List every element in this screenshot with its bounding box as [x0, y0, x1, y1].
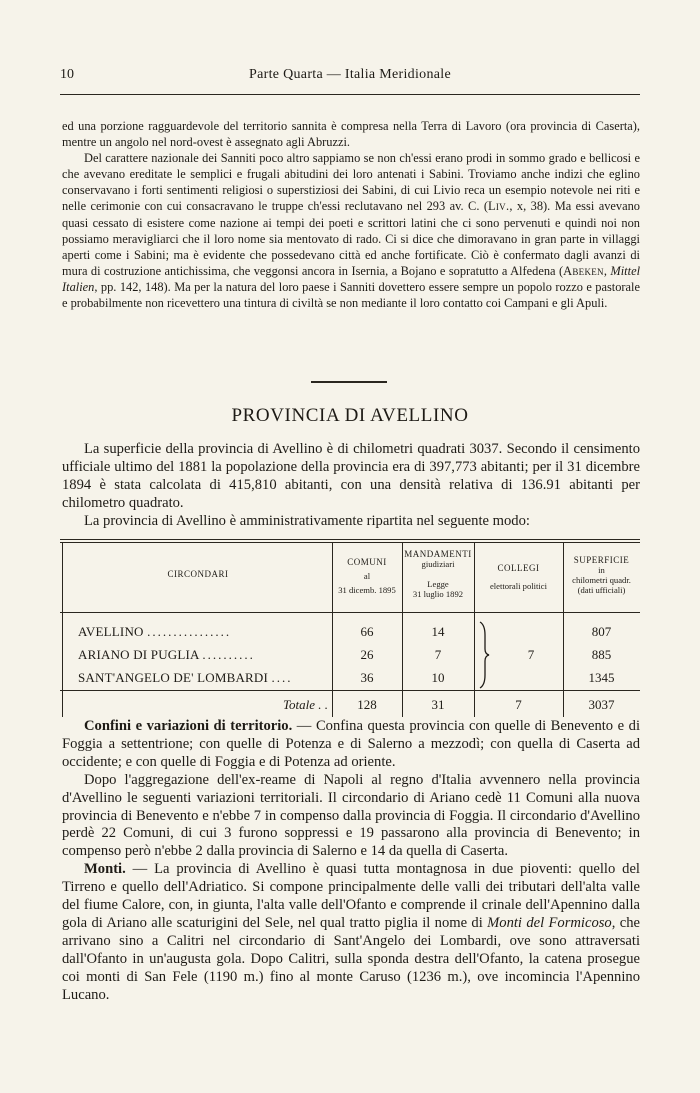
- monti-formicoso: Monti del Formicoso: [487, 914, 612, 931]
- monti-heading: Monti.: [84, 861, 126, 878]
- header-collegi: COLLEGI elettorali politici: [489, 563, 548, 591]
- aggregazione-paragraph: Dopo l'aggregazione dell'ex-reame di Napoli al regno d'Italia avvennero nella provincia d'Avellino le seguenti variazioni territoriali. Il circondario di Ariano cedè 11 Comuni alla nuova provincia di Benevento e n'ebbe 7 in compenso dalla provincia di Foggia. Il circondario d'Avellino perdè 22 Comuni, di cui 3 furono soppressi e 19 passarono alla provincia di Benevento; in compenso però n'ebbe 2 dalla provincia di Salerno e 14 da quella di Caserta.: [62, 771, 640, 860]
- sanniti-paragraph-1: ed una porzione ragguardevole del territorio sannita è compresa nella Terra di Lavoro (ora provincia di Caserta), mentre un angolo nel nord-ovest è assegnato agli Abruzzi.: [62, 119, 640, 150]
- header-circondari: CIRCONDARI: [167, 569, 229, 579]
- total-superficie: 3037: [588, 697, 615, 712]
- running-title: Parte Quarta — Italia Meridionale: [249, 67, 451, 82]
- grouping-brace: [478, 621, 490, 689]
- superficie-paragraph: La superficie della provincia di Avellino è di chilometri quadrati 3037. Secondo il censimento ufficiale ultimo del 1881 la popolazione della provincia era di 397,773 abitanti; per il 31 dicembre 1894 è stata calcolata di 415,810 abitanti, con una densità relativa di 136.91 abitanti per chilometro quadrato.: [62, 441, 640, 511]
- superficie-value: 885: [591, 647, 612, 662]
- superficie-value: 1345: [588, 670, 615, 685]
- comuni-value: 26: [360, 647, 374, 662]
- circondari-table: [60, 539, 640, 717]
- total-collegi: 7: [515, 697, 522, 712]
- sanniti-paragraph-2: Del carattere nazionale dei Sanniti poco altro sappiamo se non ch'essi erano prodi in sommo grado e bellicosi e che avevano ereditate le semplici e frugali abitudini dei loro antenati i Sabini. Troviamo anche indizi che eglino conservavano i forti sentimenti religiosi o superstiziosi dei Sabini, di cui Livio reca un esempio notevole nei riti e nelle cerimonie con cui consacravano le truppe ch'essi reclutavano nel 293 av. C. (Liv., x, 38). Ma essi avevano quasi cessato di esistere come nazione ai tempi dei poeti e scrittori latini che ci sono pervenuti e quindi noi non possiamo meravigliarci che il loro nome sia mentovato di rado. Ci si dice che dimoravano in gran parte in villaggi aperti come i Sabini; ma è evidente che possedevano città ed anche fortificate. Ciò è confermato dagli avanzi di mura di costruzione antichissima, che veggonsi ancora in Isernia, a Bojano e sopratutto a Alfedena (Abeken, Mittel Italien, pp. 142, 148). Ma per la natura del loro paese i Sanniti dovettero essere sempre un popolo rozzo e pastorale e probabilmente non ricevettero una tintura di civiltà se non mediante il loro contatto coi Campani e gli Apuli.: [62, 151, 641, 311]
- comuni-value: 36: [360, 670, 374, 685]
- table-header-rule: [60, 612, 640, 613]
- table-row: ARIANO DI PUGLIA .......... 26 7 885: [60, 644, 640, 665]
- superficie-value: 807: [591, 624, 612, 639]
- mandamenti-value: 7: [434, 647, 442, 662]
- page-number: 10: [60, 67, 74, 82]
- citation-work: Mittel Italien: [62, 263, 641, 294]
- table-total-rule: [60, 690, 640, 691]
- confini-paragraph: Confini e variazioni di territorio. — Confina questa provincia con quelle di Benevento e di Foggia a settentrione; con quelle di Potenza e di Salerno a mezzodì; con quella di Caserta ad occidente; e con quelle di Foggia e di Potenza ad oriente.: [62, 718, 641, 770]
- table-row: SANT'ANGELO DE' LOMBARDI .... 36 10 1345: [60, 667, 640, 688]
- confini-heading: Confini e variazioni di territorio.: [84, 718, 293, 734]
- header-mandamenti: MANDAMENTI giudiziari Legge 31 luglio 1892: [404, 549, 472, 599]
- table-total-row: [60, 694, 640, 715]
- circondario-name: ARIANO DI PUGLIA: [78, 647, 199, 662]
- header-superficie: SUPERFICIE in chilometri quadr. (dati ufficiali): [572, 555, 631, 595]
- avellino-intro: [62, 441, 640, 531]
- sanniti-small-text: [62, 118, 640, 311]
- comuni-value: 66: [360, 624, 374, 639]
- table-top-rule-inner: [60, 542, 640, 543]
- avellino-body: [62, 718, 640, 1005]
- ripartizione-paragraph: La provincia di Avellino è amministrativamente ripartita nel seguente modo:: [84, 512, 530, 529]
- citation-author: Abeken: [563, 263, 604, 278]
- citation-livio: Liv.: [487, 199, 510, 214]
- collegi-grouped-value: 7: [527, 647, 535, 662]
- mandamenti-value: 10: [431, 670, 445, 685]
- header-rule: [60, 94, 640, 95]
- circondario-name: SANT'ANGELO DE' LOMBARDI: [78, 670, 269, 685]
- section-divider: [311, 381, 387, 383]
- total-comuni: 128: [357, 697, 377, 712]
- table-top-rule: [60, 539, 640, 540]
- total-label: Totale . .: [282, 697, 328, 712]
- section-title: PROVINCIA DI AVELLINO: [231, 405, 469, 426]
- monti-paragraph: Monti. — La provincia di Avellino è quasi tutta montagnosa in due pioventi: quello del Tirreno e quello dell'Adriatico. Si compone principalmente delle valli dei tributari dell'alta valle del fiume Calore, con, in giunta, l'alta valle dell'Ofanto e comprende il crinale dell'Apennino dalla gola di Ariano alle scaturigini del Sele, nel qual tratto piglia il nome di Monti del Formicoso, che arrivano sino a Calitri nel circondario di Sant'Angelo dei Lombardi, ove sono attraversati dall'Ofanto in un'augusta gola. Dopo Calitri, sulla sponda destra dell'Ofanto, la catena prosegue coi monti di San Fele (1190 m.) fino al monte Caruso (1236 m.), ove incomincia l'Apennino Lucano.: [62, 861, 640, 1003]
- total-mandamenti: 31: [431, 697, 445, 712]
- mandamenti-value: 14: [431, 624, 445, 639]
- header-comuni: COMUNI al 31 dicemb. 1895: [338, 557, 396, 595]
- circondario-name: AVELLINO: [78, 624, 144, 639]
- table-row: AVELLINO ................ 66 14 807: [60, 621, 640, 642]
